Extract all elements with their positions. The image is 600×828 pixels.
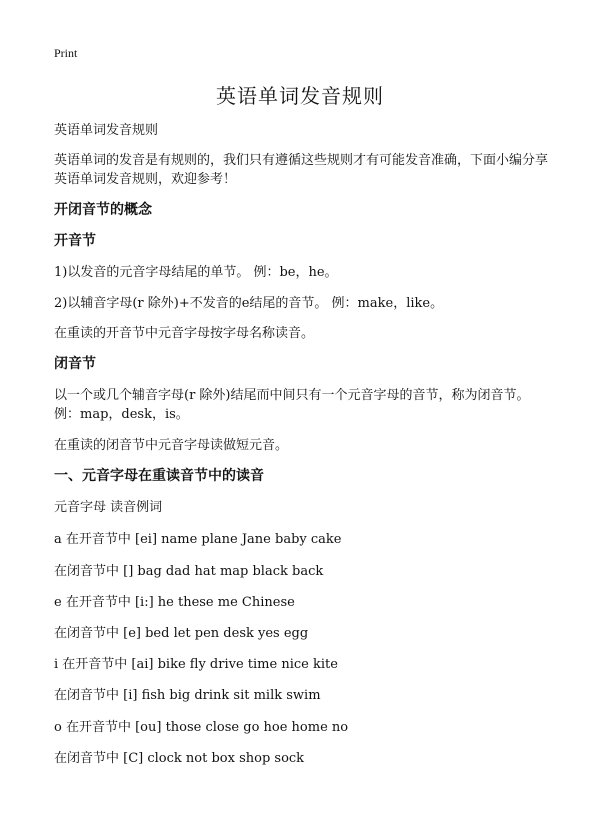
vowel-row: i 在开音节中 [ai] bike fly drive time nice kite: [54, 657, 338, 672]
vowel-table-header: 元音字母 读音例词: [54, 500, 163, 515]
open-syllable-rule-1: 1)以发音的元音字母结尾的单节。 例：be，he。: [54, 265, 338, 280]
vowel-row: a 在开音节中 [ei] name plane Jane baby cake: [54, 532, 342, 547]
vowel-row: 在闭音节中 [] bag dad hat map black back: [54, 564, 324, 579]
subtitle-paragraph: 英语单词发音规则: [54, 123, 159, 138]
open-syllable-rule-2: 2)以辅音字母(r 除外)+不发音的e结尾的音节。 例：make，like。: [54, 296, 444, 311]
heading-open-syllable: 开音节: [54, 233, 96, 249]
vowel-row: o 在开音节中 [ou] those close go hoe home no: [54, 720, 349, 735]
closed-syllable-note: 在重读的闭音节中元音字母读做短元音。: [54, 438, 289, 453]
section-heading-syllables: 开闭音节的概念: [54, 202, 152, 218]
vowel-row: 在闭音节中 [i] fish big drink sit milk swim: [54, 688, 321, 703]
section-heading-vowels: 一、元音字母在重读音节中的读音: [54, 468, 264, 484]
closed-syllable-rule: 以一个或几个辅音字母(r 除外)结尾而中间只有一个元音字母的音节，称为闭音节。例：map，desk，is。: [54, 388, 530, 422]
heading-closed-syllable: 闭音节: [54, 356, 96, 372]
vowel-row: e 在开音节中 [i:] he these me Chinese: [54, 595, 295, 610]
print-label: Print: [54, 46, 78, 60]
open-syllable-note: 在重读的开音节中元音字母按字母名称读音。: [54, 326, 315, 341]
vowel-row: 在闭音节中 [C] clock not box shop sock: [54, 751, 305, 766]
document-title: 英语单词发音规则: [216, 84, 384, 108]
intro-paragraph: 英语单词的发音是有规则的，我们只有遵循这些规则才有可能发音准确，下面小编分享英语单词发音规则，欢迎参考！: [54, 153, 549, 187]
vowel-row: 在闭音节中 [e] bed let pen desk yes egg: [54, 626, 309, 641]
